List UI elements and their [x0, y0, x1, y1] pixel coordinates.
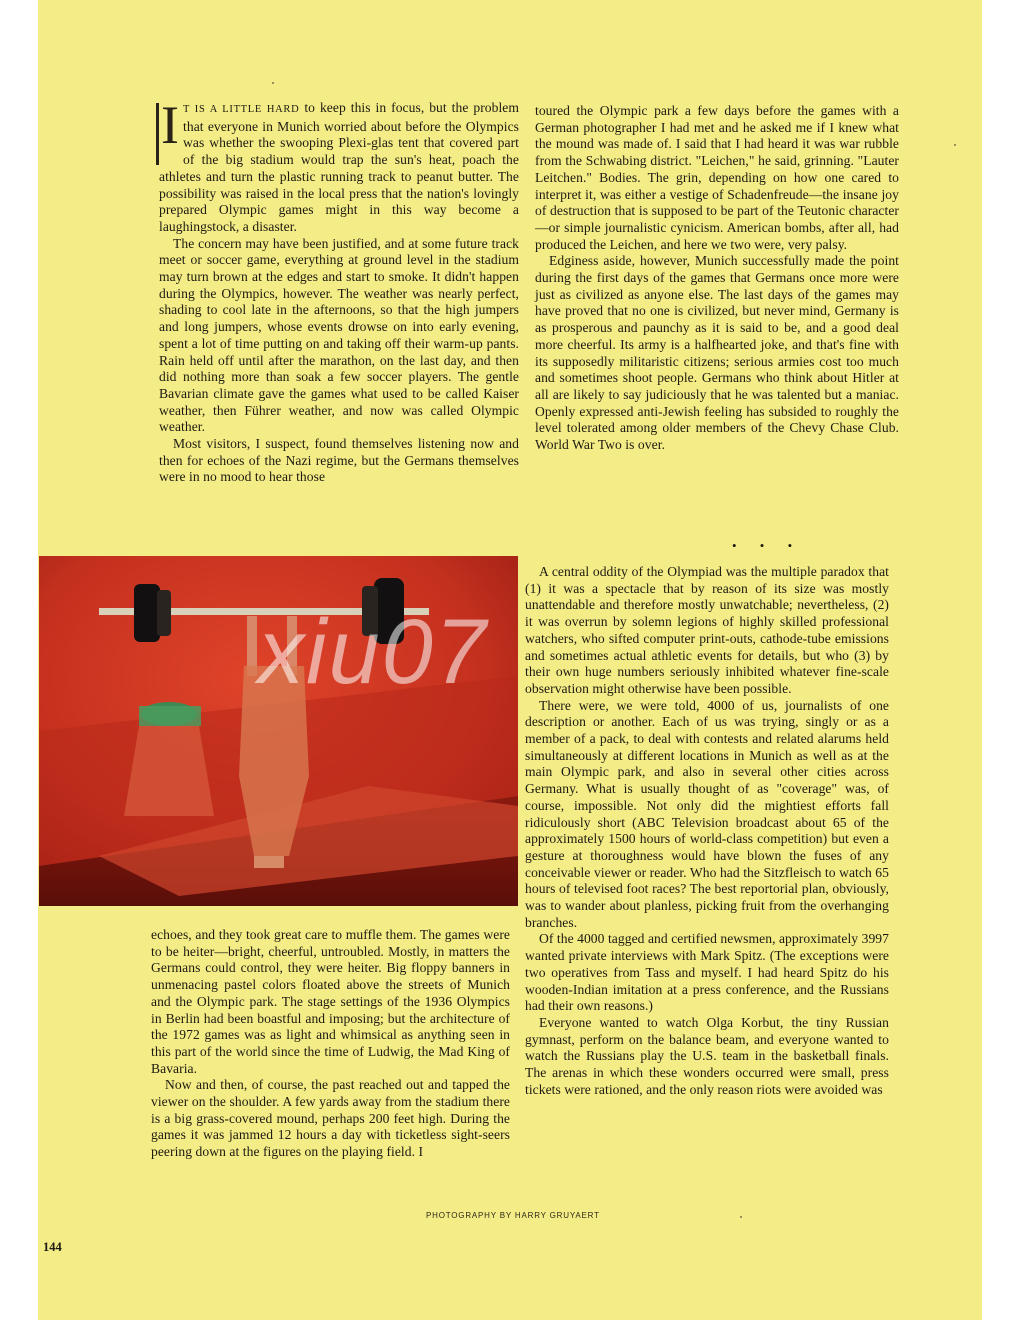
article-paragraph: Of the 4000 tagged and certified newsmen, approximately 3997 wanted private interviews with Mark Spitz. (The exceptions were two operatives from Tass and myself. I had heard Spitz do his wooden-Indian imitation at a press conference, and the Russians had their own reasons.): [525, 931, 889, 1014]
article-paragraph: Most visitors, I suspect, found themselves listening now and then for echoes of the Nazi regime, but the Germans themselves were in no mood to hear those: [159, 436, 519, 485]
section-break-dots: • • •: [732, 538, 803, 553]
article-paragraph: toured the Olympic park a few days before the games with a German photographer I had met and he asked me if I knew what the mound was made of. I said that I had heard it was war rubble from the Schwabing district. "Leichen," he said, grinning. "Lauter Leitchen." Bodies. The grin, depending on how one cared to interpret it, was either a vestige of Schadenfreude—the insane joy of destruction that is supposed to be part of the Teutonic character—or simple journalistic cynicism. American bombs, after all, had produced the Leichen, and here we two were, very palsy.: [535, 103, 899, 252]
weightlifter-photo-illustration: [39, 556, 518, 906]
article-paragraph: [159, 95, 519, 236]
page-number: 144: [43, 1240, 62, 1254]
article-column-left-bottom: [151, 927, 510, 1161]
article-column-left-top: [159, 95, 519, 486]
photo-credit: PHOTOGRAPHY BY HARRY GRUYAERT: [426, 1211, 600, 1220]
article-paragraph: Edginess aside, however, Munich successfully made the point during the first days of the games that Germans once more were just as civilized as anyone else. The last days of the games may have proved that no one is civilized, but never mind, Germany is as prosperous and paunchy as it is said to be, and a good deal more cheerful. Its army is a halfhearted joke, and that's fine with its supposedly militaristic citizens; serious armies cost too much and sometimes shoot people. Germans who think about Hitler at all are likely to say judiciously that he was talented but a maniac. Openly expressed anti-Jewish feeling has subsided to roughly the level tolerated among older members of the Chevy Chase Club. World War Two is over.: [535, 253, 899, 453]
article-column-right-top: [535, 103, 899, 454]
magazine-page: [38, 0, 982, 1320]
article-paragraph: Now and then, of course, the past reached out and tapped the viewer on the shoulder. A few yards away from the stadium there is a big grass-covered mound, perhaps 200 feet high. During the games it was jammed 12 hours a day with ticketless sight-seers peering down at the figures on the playing field. I: [151, 1077, 510, 1160]
article-column-right-bottom: [525, 564, 889, 1099]
article-paragraph: Everyone wanted to watch Olga Korbut, the tiny Russian gymnast, perform on the balance beam, and everyone wanted to watch the Russians play the U.S. team in the basketball finals. The arenas in which these wonders occurred were small, press tickets were rationed, and the only reason riots were avoided was: [525, 1014, 889, 1097]
paragraph-text: to keep this in focus, but the problem that everyone in Munich worried about before the Olympics was whether the swooping Plexi-glas tent that covered part of the big stadium would trap the sun's heat, poach the athletes and turn the plastic running track to peanut butter. The possibility was raised in the local press that the nation's lovingly prepared Olympic games might in this way become a laughingstock, a disaster.: [159, 100, 519, 234]
article-paragraph: There were, we were told, 4000 of us, journalists of one description or another. Each of us was trying, singly or as a member of a pack, to deal with contests and related alarums held simultaneously at different locations in Munich as well as at the main Olympic park, and also in several other cities across Germany. What is usually thought of as "coverage" was, of course, impossible. Not only did the mightiest efforts fall ridiculously short (ABC Television broadcast about 65 of the approximately 1500 hours of world-class competition) but even a gesture at thoroughness would have blown the fuses of any conceivable viewer or reader. Who had the Sitzfleisch to watch 65 hours of televised foot races? The best reportorial plan, obviously, was to wander about planless, picking fruit from the overhanging branches.: [525, 697, 889, 930]
lead-in-smallcaps: T IS A LITTLE HARD: [183, 104, 300, 115]
print-speck: [954, 144, 956, 146]
print-speck: [272, 82, 274, 84]
article-paragraph: echoes, and they took great care to muffle them. The games were to be heiter—bright, cheerful, untroubled. Mostly, in matters the Germans could control, they were heiter. Big floppy banners in unmenacing pastel colors floated above the streets of Munich and the Olympic park. The stage settings of the 1936 Olympics in Berlin had been boastful and imposing; but the architecture of the 1972 games was as light and whimsical as anything seen in this part of the world since the time of Ludwig, the Mad King of Bavaria.: [151, 927, 510, 1076]
article-paragraph: The concern may have been justified, and at some future track meet or soccer game, everything at ground level in the stadium may turn brown at the edges and start to smoke. It didn't happen during the Olympics, however. The weather was nearly perfect, shading to cool late in the afternoons, so that the high jumpers and long jumpers, whose events drowse on into early evening, spent a lot of time putting on and taking off their warm-up pants. Rain held off until after the marathon, on the last day, and then did nothing more than soak a few soccer players. The gentle Bavarian climate gave the games what used to be called Kaiser weather, then Führer weather, and now was called Olympic weather.: [159, 235, 519, 435]
watermark-text: xiu07: [258, 601, 488, 703]
print-speck: [740, 1216, 742, 1218]
weightlifter-photo: [39, 556, 518, 906]
drop-cap: I: [156, 103, 179, 165]
article-paragraph: A central oddity of the Olympiad was the multiple paradox that (1) it was a spectacle that by reason of its size was mostly unattendable and therefore mostly unwatchable; nevertheless, (2) it was overrun by solemn legions of highly skilled professional watchers, who sifted computer print-outs, cathode-tube emissions and sometimes actual athletic events for details, but who (3) by their own huge numbers seriously inhibited whatever fine-scale observation might otherwise have been possible.: [525, 564, 889, 696]
